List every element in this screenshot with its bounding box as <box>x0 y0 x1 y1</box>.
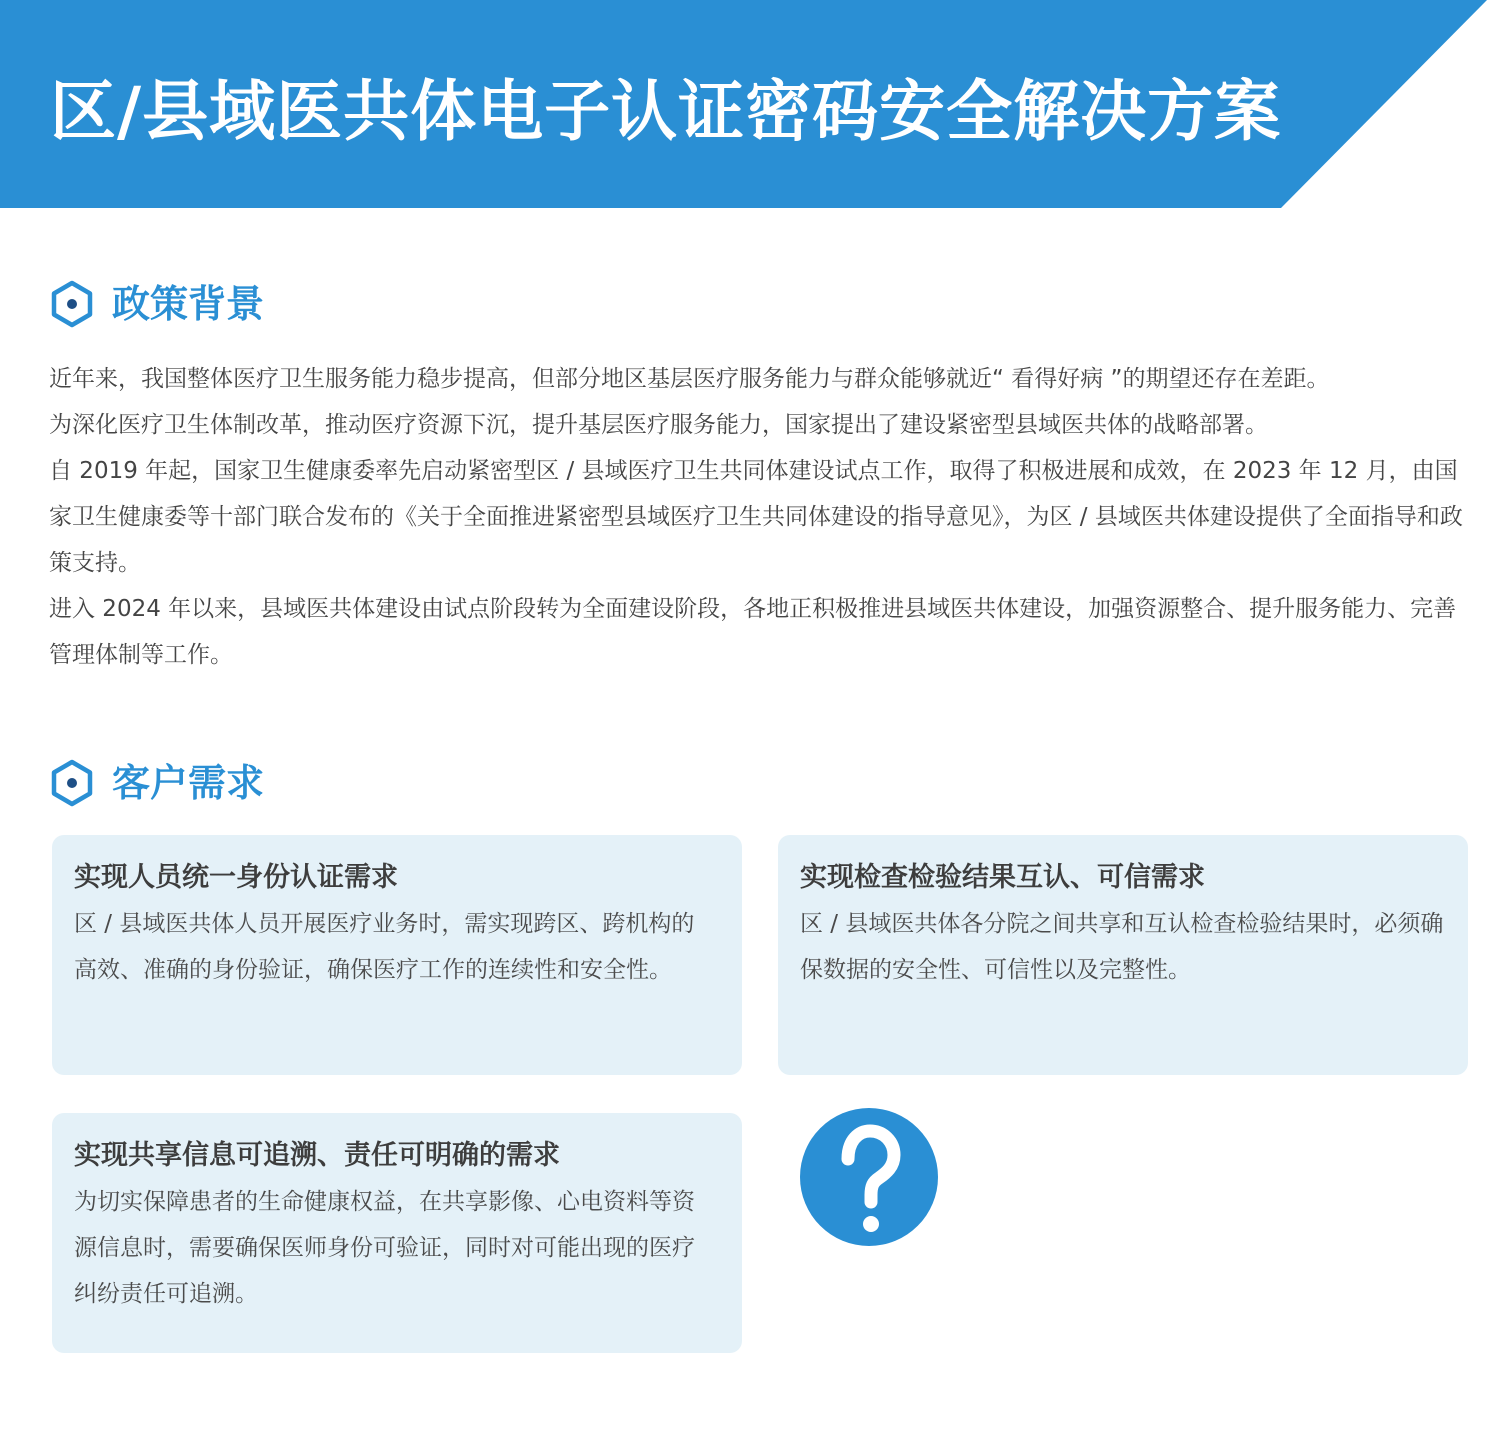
hexagon-dot-icon <box>50 759 94 807</box>
card-body: 区 / 县域医共体人员开展医疗业务时，需实现跨区、跨机构的高效、准确的身份验证，确保医疗工作的连续性和安全性。 <box>74 911 695 983</box>
card-title: 实现检查检验结果互认、可信需求 <box>800 862 1205 893</box>
header-banner <box>0 0 1500 208</box>
need-card-identity <box>52 835 742 1075</box>
card-title: 实现共享信息可追溯、责任可明确的需求 <box>74 1140 560 1171</box>
page-title: 区/县域医共体电子认证密码安全解决方案 <box>50 73 1282 150</box>
hexagon-dot-icon <box>50 280 94 328</box>
need-card-results-mutual-recognition <box>778 835 1468 1075</box>
needs-section-title: 客户需求 <box>112 761 265 805</box>
card-title: 实现人员统一身份认证需求 <box>74 862 398 893</box>
question-mark-icon <box>799 1107 939 1247</box>
policy-paragraph: 为深化医疗卫生体制改革，推动医疗资源下沉，提升基层医疗服务能力，国家提出了建设紧密型县域医共体的战略部署。 <box>49 412 1268 438</box>
policy-section-title: 政策背景 <box>112 282 265 326</box>
policy-paragraph: 进入 2024 年以来，县域医共体建设由试点阶段转为全面建设阶段，各地正积极推进县域医共体建设，加强资源整合、提升服务能力、完善管理体制等工作。 <box>49 596 1457 668</box>
card-body: 为切实保障患者的生命健康权益，在共享影像、心电资料等资源信息时，需要确保医师身份可验证，同时对可能出现的医疗纠纷责任可追溯。 <box>74 1189 695 1307</box>
policy-paragraph: 近年来，我国整体医疗卫生服务能力稳步提高，但部分地区基层医疗服务能力与群众能够就近“ 看得好病 ”的期望还存在差距。 <box>49 366 1330 392</box>
policy-paragraph: 自 2019 年起，国家卫生健康委率先启动紧密型区 / 县域医疗卫生共同体建设试点工作，取得了积极进展和成效，在 2023 年 12 月，由国家卫生健康委等十部门联合发布的《关于全面推进紧密型县域医疗卫生共同体建设的指导意见》，为区 / 县域医共体建设提供了全面指导和政策支持。 <box>49 458 1463 576</box>
policy-body <box>49 356 1464 678</box>
need-card-traceability <box>52 1113 742 1353</box>
card-body: 区 / 县域医共体各分院之间共享和互认检查检验结果时，必须确保数据的安全性、可信性以及完整性。 <box>800 911 1444 983</box>
